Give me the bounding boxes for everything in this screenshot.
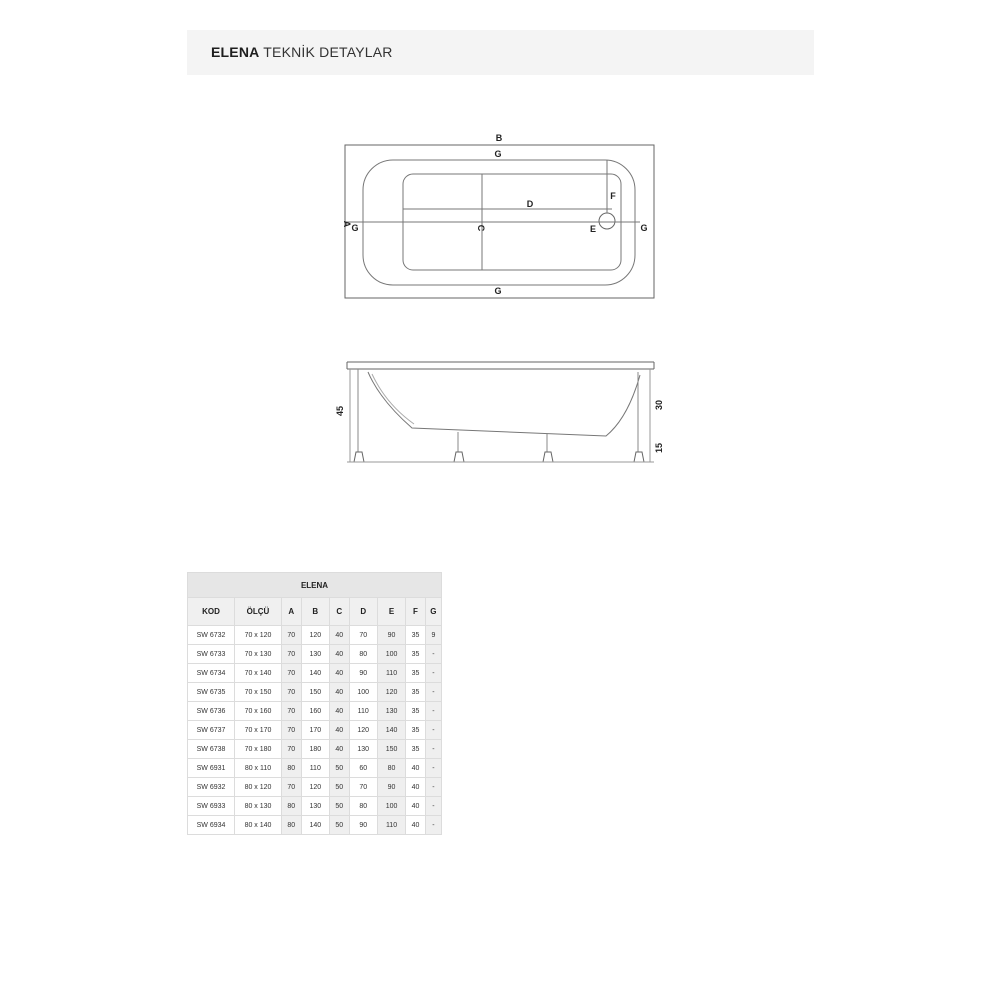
table-row <box>188 797 442 816</box>
table-cell: 70 x 160 <box>235 702 282 721</box>
table-cell: 150 <box>377 740 405 759</box>
table-cell: 50 <box>329 797 349 816</box>
table-cell: 40 <box>329 645 349 664</box>
table-cell: 80 <box>282 797 302 816</box>
table-header-cell: B <box>301 598 329 626</box>
label-30: 30 <box>654 399 664 411</box>
spec-table <box>187 572 442 835</box>
table-cell: - <box>425 816 441 835</box>
table-header-cell: C <box>329 598 349 626</box>
table-cell: 70 x 170 <box>235 721 282 740</box>
table-cell: - <box>425 797 441 816</box>
table-cell: 70 <box>282 683 302 702</box>
table-cell: 35 <box>406 626 426 645</box>
table-cell: SW 6732 <box>188 626 235 645</box>
table-cell: 40 <box>406 778 426 797</box>
table-cell: 70 <box>282 778 302 797</box>
table-cell: 40 <box>329 626 349 645</box>
table-cell: 40 <box>329 702 349 721</box>
table-cell: 130 <box>349 740 377 759</box>
table-cell: SW 6733 <box>188 645 235 664</box>
table-cell: 120 <box>301 626 329 645</box>
table-cell: 40 <box>329 721 349 740</box>
table-header-cell: G <box>425 598 441 626</box>
table-cell: - <box>425 759 441 778</box>
label-g-left: G <box>351 223 359 233</box>
table-cell: 70 x 120 <box>235 626 282 645</box>
table-cell: SW 6734 <box>188 664 235 683</box>
table-cell: 90 <box>377 626 405 645</box>
table-cell: 70 <box>282 721 302 740</box>
table-cell: 35 <box>406 721 426 740</box>
table-cell: SW 6735 <box>188 683 235 702</box>
table-cell: 60 <box>349 759 377 778</box>
table-cell: 40 <box>329 683 349 702</box>
table-cell: 70 <box>282 626 302 645</box>
table-header-cell: E <box>377 598 405 626</box>
table-cell: SW 6934 <box>188 816 235 835</box>
table-cell: - <box>425 645 441 664</box>
table-header-cell: ÖLÇÜ <box>235 598 282 626</box>
table-cell: 80 x 110 <box>235 759 282 778</box>
table-cell: 80 x 140 <box>235 816 282 835</box>
table-cell: 120 <box>349 721 377 740</box>
table-cell: 70 <box>282 664 302 683</box>
table-cell: 50 <box>329 778 349 797</box>
table-cell: 80 <box>377 759 405 778</box>
table-cell: 90 <box>349 664 377 683</box>
table-row <box>188 626 442 645</box>
table-cell: 90 <box>377 778 405 797</box>
title-subtitle: TEKNİK DETAYLAR <box>263 44 393 60</box>
side-view-labels <box>335 400 664 453</box>
table-row <box>188 759 442 778</box>
table-cell: 160 <box>301 702 329 721</box>
table-cell: 50 <box>329 816 349 835</box>
table-body <box>188 626 442 835</box>
table-cell: 90 <box>349 816 377 835</box>
side-tub-inner <box>372 374 414 424</box>
label-f: F <box>610 191 616 201</box>
table-row <box>188 740 442 759</box>
table-cell: 140 <box>301 664 329 683</box>
table-cell: 9 <box>425 626 441 645</box>
table-row <box>188 683 442 702</box>
side-view <box>347 362 654 462</box>
table-cell: 35 <box>406 683 426 702</box>
top-view <box>345 145 654 298</box>
table-cell: 40 <box>406 816 426 835</box>
table-cell: 100 <box>377 797 405 816</box>
table-cell: 70 x 180 <box>235 740 282 759</box>
table-cell: 100 <box>377 645 405 664</box>
table-cell: SW 6738 <box>188 740 235 759</box>
table-title: ELENA <box>188 573 442 598</box>
table-cell: 180 <box>301 740 329 759</box>
table-cell: 35 <box>406 645 426 664</box>
table-row <box>188 816 442 835</box>
side-foot-4 <box>634 452 644 462</box>
drain-circle <box>599 213 615 229</box>
table-cell: 70 x 130 <box>235 645 282 664</box>
table-cell: 110 <box>349 702 377 721</box>
table-cell: 110 <box>377 816 405 835</box>
label-c: C <box>476 224 486 232</box>
table-cell: - <box>425 664 441 683</box>
table-cell: 40 <box>329 664 349 683</box>
table-cell: 120 <box>301 778 329 797</box>
table-cell: 80 <box>349 797 377 816</box>
label-45: 45 <box>335 405 345 417</box>
table-cell: 50 <box>329 759 349 778</box>
table-row <box>188 645 442 664</box>
label-15: 15 <box>654 442 664 454</box>
table-cell: SW 6737 <box>188 721 235 740</box>
table-row <box>188 721 442 740</box>
table-cell: 130 <box>377 702 405 721</box>
label-g-right: G <box>640 223 648 233</box>
table-cell: 140 <box>377 721 405 740</box>
table-header-cell: KOD <box>188 598 235 626</box>
table-row <box>188 702 442 721</box>
label-d: D <box>526 199 534 209</box>
table-cell: 70 <box>349 626 377 645</box>
table-cell: 130 <box>301 645 329 664</box>
table-cell: 100 <box>349 683 377 702</box>
table-cell: 70 <box>282 740 302 759</box>
table-cell: 150 <box>301 683 329 702</box>
side-foot-2 <box>454 452 464 462</box>
table-cell: 40 <box>329 740 349 759</box>
table-cell: 80 <box>349 645 377 664</box>
table-cell: 80 <box>282 759 302 778</box>
table-cell: 70 <box>349 778 377 797</box>
table-cell: 80 x 130 <box>235 797 282 816</box>
table-cell: 80 <box>282 816 302 835</box>
table-cell: 35 <box>406 740 426 759</box>
side-foot-3 <box>543 452 553 462</box>
table-cell: - <box>425 702 441 721</box>
table-cell: - <box>425 683 441 702</box>
table-cell: 170 <box>301 721 329 740</box>
table-cell: 110 <box>377 664 405 683</box>
table-cell: 120 <box>377 683 405 702</box>
table-row <box>188 778 442 797</box>
table-cell: 70 x 150 <box>235 683 282 702</box>
table-cell: 80 x 120 <box>235 778 282 797</box>
label-g-bottom: G <box>494 286 502 296</box>
table-cell: 40 <box>406 797 426 816</box>
label-a: A <box>342 220 352 228</box>
table-cell: 35 <box>406 664 426 683</box>
side-foot-1 <box>354 452 364 462</box>
table-cell: 70 <box>282 645 302 664</box>
table-cell: SW 6736 <box>188 702 235 721</box>
table-header-cell: F <box>406 598 426 626</box>
table-cell: 70 <box>282 702 302 721</box>
side-tub-body <box>368 372 640 436</box>
table-cell: SW 6933 <box>188 797 235 816</box>
table-cell: 70 x 140 <box>235 664 282 683</box>
table-cell: - <box>425 778 441 797</box>
table-cell: SW 6932 <box>188 778 235 797</box>
label-e: E <box>589 224 597 234</box>
table-header-cell: D <box>349 598 377 626</box>
table-cell: - <box>425 721 441 740</box>
label-b: B <box>495 133 503 143</box>
table-cell: - <box>425 740 441 759</box>
title-product: ELENA <box>211 44 260 60</box>
table-cell: SW 6931 <box>188 759 235 778</box>
table-cell: 110 <box>301 759 329 778</box>
table-header-row <box>188 598 442 626</box>
table-cell: 130 <box>301 797 329 816</box>
table-row <box>188 664 442 683</box>
table-cell: 140 <box>301 816 329 835</box>
table-header-cell: A <box>282 598 302 626</box>
table-cell: 35 <box>406 702 426 721</box>
label-g-top: G <box>494 149 502 159</box>
table-cell: 40 <box>406 759 426 778</box>
